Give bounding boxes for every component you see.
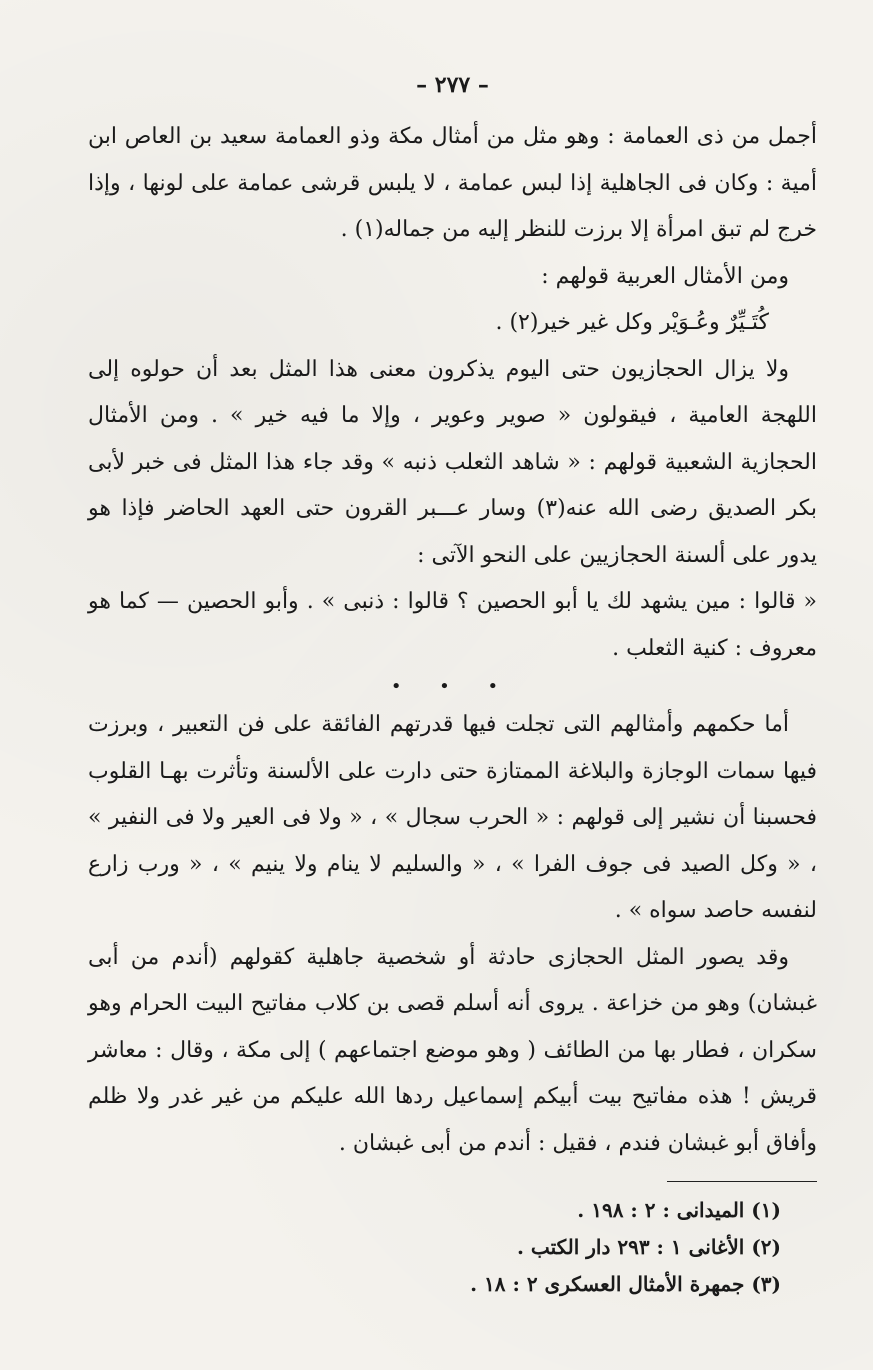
paragraph-hijazi-dialect: ولا يزال الحجازيون حتى اليوم يذكرون معنى هذا المثل بعد أن حولوه إلى اللهجة العامية ، فيقولون « صوير وعوير ، وإلا ما فيه خير » . ومن الأمثال الحجازية الشعبية قولهم : « شاهد الثعلب ذنبه » وقد جاء هذا المثل فى خبر لأبى بكر الصديق رضى الله عنه(٣) وسار عـــبر القرون حتى العهد الحاضر فإذا هو يدور على ألسنة الحجازيين على النحو الآتى :	[88, 356, 818, 568]
paragraph-arab-proverbs-intro: ومن الأمثال العربية قولهم :	[541, 263, 789, 289]
footnote-1: (١) الميدانى : ٢ : ١٩٨ .	[577, 1198, 781, 1222]
paragraph-wisdom: أما حكمهم وأمثالهم التى تجلت فيها قدرتهم الفائقة على فن التعبير ، وبرزت فيها سمات الوجازة والبلاغة الممتازة حتى دارت على الألسنة وتأثرت بهـا القلوب فحسبنا أن نشير إلى قولهم : « الحرب سجال » ، « ولا فى العير ولا فى النفير » ، « وكل الصيد فى جوف الفرا » ، « والسليم لا ينام ولا ينيم » ، « ورب زارع لنفسه حاصد سواه » .	[88, 712, 817, 923]
section-separator: • • •	[390, 676, 515, 697]
paragraph-abu-alhusayn: « قالوا : مين يشهد لك يا أبو الحصين ؟ قالوا : ذنبى » . وأبو الحصين — كما هو معروف : كنية الثعلب .	[88, 589, 817, 661]
paragraph-abu-ghubshan: وقد يصور المثل الحجازى حادثة أو شخصية جاهلية كقولهم (أندم من أبى غبشان) وهو من خزاعة . يروى أنه أسلم قصى بن كلاب مفاتيح البيت الحرام وهو سكران ، فطار بها من الطائف ( وهو موضع اجتماعهم ) إلى مكة ، وقال : معاشر قريش ! هذه مفاتيح بيت أبيكم إسماعيل ردها الله عليكم من غير غدر ولا ظلم وأفاق أبو غبشان فندم ، فقيل : أندم من أبى غبشان .	[88, 944, 817, 1156]
footnote-divider	[667, 1181, 817, 1182]
footnote-3: (٣) جمهرة الأمثال العسكرى ٢ : ١٨ .	[470, 1272, 781, 1296]
footnotes-list	[88, 1192, 817, 1303]
paragraph-ajmal: أجمل من ذى العمامة : وهو مثل من أمثال مكة وذو العمامة سعيد بن العاص ابن أمية : وكان فى الجاهلية إذا لبس عمامة ، لا يلبس قرشى عمامة على لونها ، وإذا خرج لم تبق امرأة إلا برزت للنظر إليه من جماله(١) .	[88, 124, 817, 242]
footnote-2: (٢) الأغانى ١ : ٢٩٣ دار الكتب .	[517, 1235, 781, 1259]
page-number: – ٢٧٧ –	[416, 72, 489, 98]
proverb-kutayyir: كُتَـيِّرٌ وعُـوَيْر وكل غير خير(٢) .	[495, 310, 769, 335]
